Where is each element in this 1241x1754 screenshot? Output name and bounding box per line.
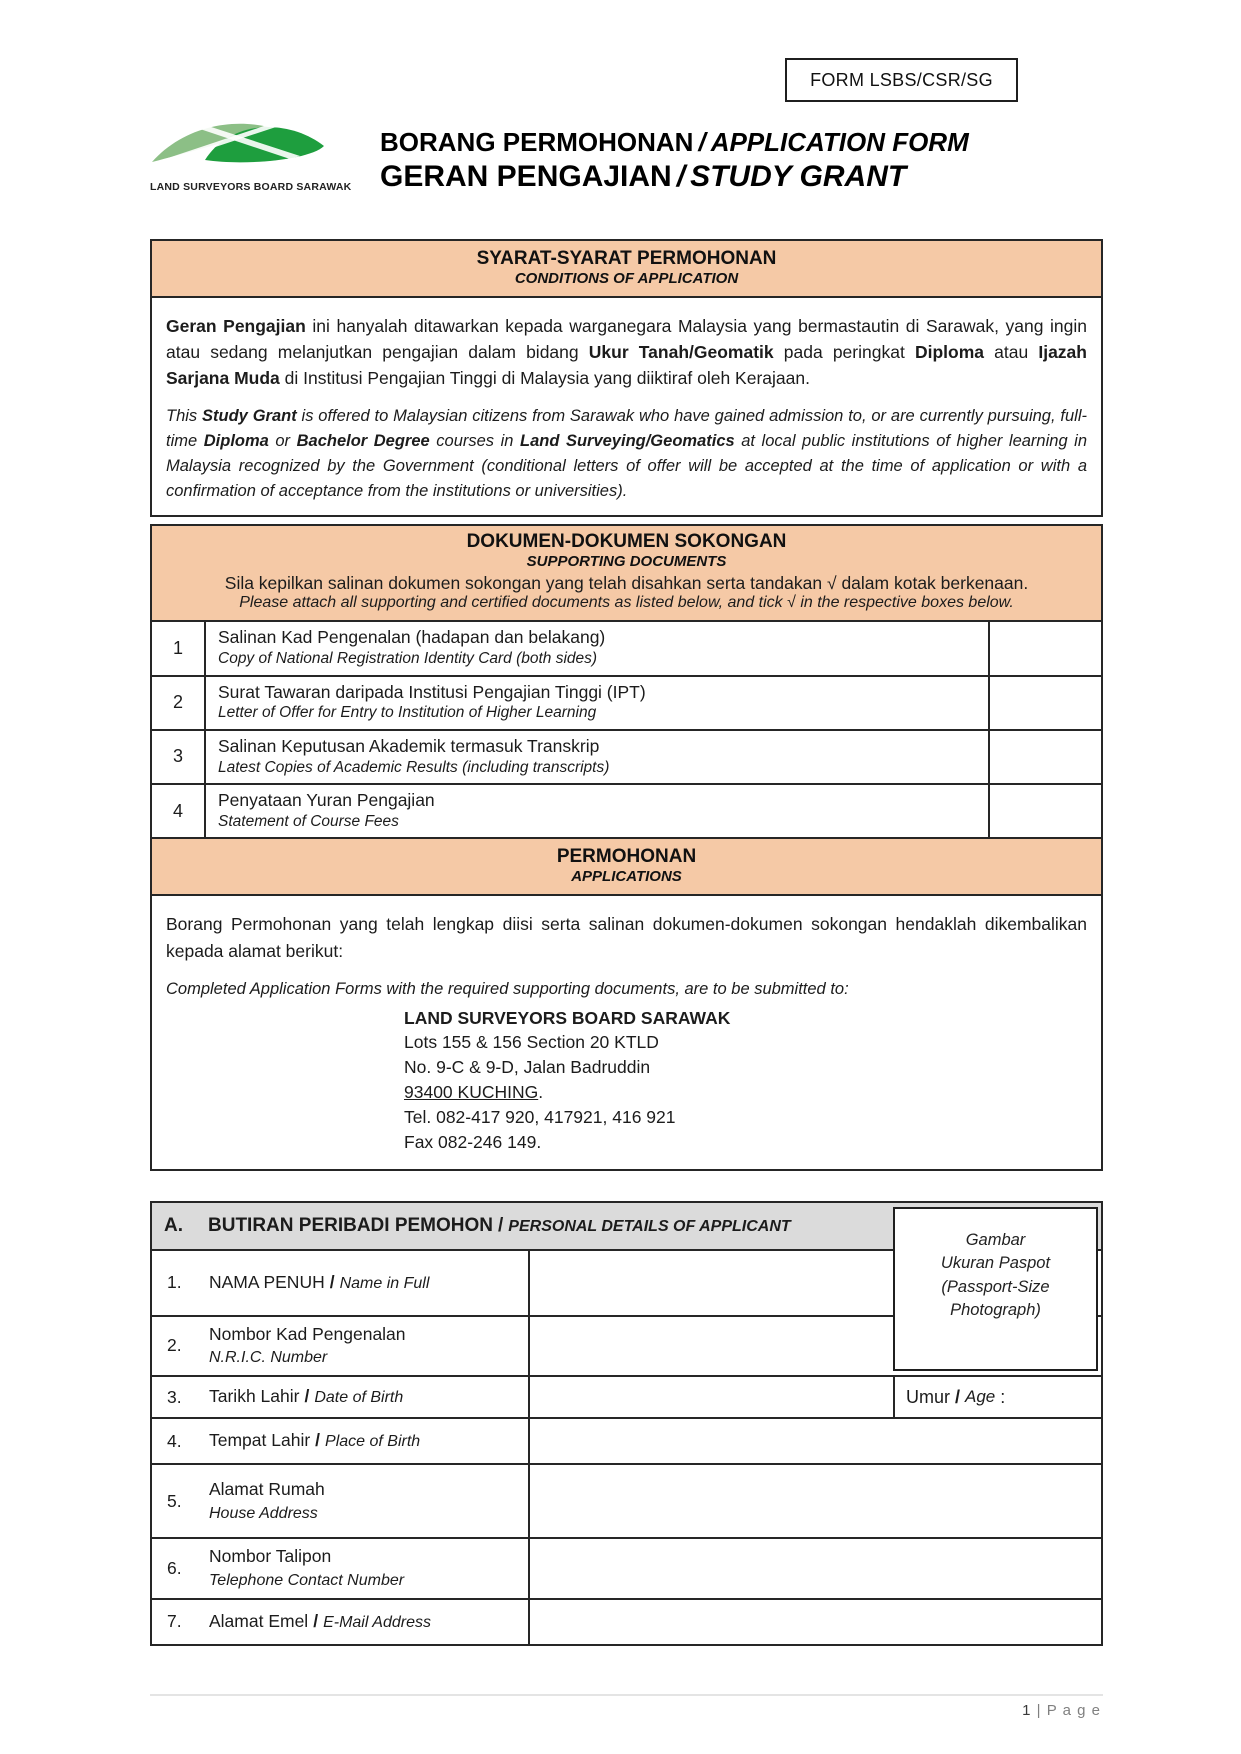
field-label-text: Alamat Emel / E-Mail Address (209, 1610, 431, 1631)
lsbs-logo-caption: LAND SURVEYORS BOARD SARAWAK (150, 181, 352, 193)
doc-desc-en: Latest Copies of Academic Results (including transcripts) (218, 758, 610, 776)
field-number: 3. (167, 1386, 182, 1407)
field-label (152, 1419, 530, 1463)
field-input-email[interactable] (530, 1600, 1101, 1644)
field-label (152, 1539, 530, 1598)
field-label-text: Tempat Lahir / Place of Birth (209, 1430, 421, 1451)
field-row-house-address (152, 1463, 1101, 1537)
applications-body (152, 894, 1101, 1168)
supporting-docs-section (150, 524, 1103, 1170)
address-line-2: No. 9-C & 9-D, Jalan Badruddin (404, 1057, 651, 1078)
field-input-telephone[interactable] (530, 1539, 1101, 1598)
field-number: 4. (167, 1430, 182, 1451)
applications-header-my: PERMOHONAN (556, 846, 697, 868)
doc-desc-my: Penyataan Yuran Pengajian (218, 790, 435, 810)
field-label-text: Nombor Talipon Telephone Contact Number (209, 1546, 405, 1589)
footer-rule (150, 1694, 1103, 1696)
doc-description (206, 622, 988, 674)
photo-box-label-line2: Ukuran Paspot (940, 1254, 1051, 1273)
applications-header (152, 837, 1101, 894)
supporting-note-my: Sila kepilkan salinan dokumen sokongan yang telah disahkan serta tandakan √ dalam kotak berkenaan. (224, 573, 1029, 594)
doc-number: 4 (152, 785, 206, 837)
field-input-house-address[interactable] (530, 1465, 1101, 1537)
address-line-1: Lots 155 & 156 Section 20 KTLD (404, 1032, 659, 1053)
photo-box-label-line3: (Passport-Size (941, 1277, 1050, 1296)
age-label-my: Umur (906, 1386, 950, 1407)
section-a-title: BUTIRAN PERIBADI PEMOHON / PERSONAL DETAILS OF APPLICANT (208, 1214, 791, 1236)
doc-desc-my: Salinan Kad Pengenalan (hadapan dan belakang) (218, 627, 606, 648)
doc-number: 3 (152, 731, 206, 783)
field-number: 2. (167, 1335, 182, 1356)
doc-description (206, 677, 988, 729)
address-fax: Fax 082-246 149. (404, 1131, 542, 1152)
form-header (150, 0, 1103, 195)
field-input-pob[interactable] (530, 1419, 1101, 1463)
conditions-paragraph-my: Geran Pengajian ini hanyalah ditawarkan kepada warganegara Malaysia yang bermastautin di Sarawak, yang ingin atau sedang melanjutkan pengajian dalam bidang Ukur Tanah/Geomatik pada peringkat Diploma atau Ijazah Sarjana Muda di Institusi Pengajian Tinggi di Malaysia yang diiktiraf oleh Kerajaan. (166, 315, 1087, 388)
page-number: 1 | P a g e (1022, 1702, 1101, 1719)
field-row-email (152, 1598, 1101, 1644)
doc-row-3 (152, 729, 1101, 783)
conditions-header (152, 241, 1101, 298)
field-label (152, 1317, 530, 1376)
doc-row-1 (152, 620, 1101, 674)
applications-paragraph-my: Borang Permohonan yang telah lengkap diisi serta salinan dokumen-dokumen sokongan hendaklah dikembalikan kepada alamat berikut: (166, 914, 1087, 961)
field-label-text: Tarikh Lahir / Date of Birth (209, 1386, 404, 1407)
photo-box-label-line4: Photograph) (950, 1300, 1041, 1319)
section-a-letter: A. (164, 1214, 183, 1236)
address-tel: Tel. 082-417 920, 417921, 416 921 (404, 1106, 676, 1127)
doc-desc-en: Letter of Offer for Entry to Institution of Higher Learning (218, 704, 597, 722)
age-label-en: Age (965, 1387, 996, 1407)
tick-box-2[interactable] (988, 677, 1101, 729)
tick-box-1[interactable] (988, 622, 1101, 674)
doc-desc-en: Copy of National Registration Identity Card (both sides) (218, 650, 598, 668)
doc-desc-my: Salinan Keputusan Akademik termasuk Transkrip (218, 735, 600, 756)
field-number: 1. (167, 1272, 182, 1293)
form-code-label: FORM LSBS/CSR/SG (810, 69, 993, 90)
submission-address (404, 1006, 1087, 1155)
supporting-docs-header (152, 526, 1101, 620)
doc-description (206, 731, 988, 783)
passport-photo-box[interactable] (893, 1207, 1098, 1371)
lsbs-logo (150, 112, 352, 193)
applications-header-en: APPLICATIONS (571, 868, 682, 886)
doc-row-2 (152, 675, 1101, 729)
field-label (152, 1465, 530, 1537)
field-label-text: Alamat Rumah House Address (209, 1478, 325, 1522)
conditions-header-en: CONDITIONS OF APPLICATION (514, 269, 739, 287)
field-label (152, 1377, 530, 1417)
field-number: 5. (167, 1490, 182, 1511)
doc-desc-en: Statement of Course Fees (218, 812, 399, 830)
address-city-line: 93400 KUCHING. (404, 1082, 544, 1103)
lsbs-logo-icon (150, 112, 328, 174)
field-label-text: NAMA PENUH / Name in Full (209, 1271, 430, 1292)
field-row-telephone (152, 1537, 1101, 1598)
doc-number: 1 (152, 622, 206, 674)
supporting-header-en: SUPPORTING DOCUMENTS (526, 553, 727, 571)
field-label (152, 1600, 530, 1644)
field-input-dob[interactable] (530, 1377, 1101, 1417)
tick-box-4[interactable] (988, 785, 1101, 837)
doc-row-4 (152, 783, 1101, 837)
conditions-paragraph-en: This Study Grant is offered to Malaysian citizens from Sarawak who have gained admission to, or are currently pursuing, full-time Diploma or Bachelor Degree courses in Land Surveying/Geomatics at local public institutions of higher learning in Malaysia recognized by the Government (conditional letters of offer will be accepted at the time of application or with a confirmation of acceptance from the institutions or universities). (166, 407, 1088, 500)
supporting-note-en: Please attach all supporting and certified documents as listed below, and tick √ in the respective boxes below. (239, 594, 1014, 612)
form-title-line1: BORANG PERMOHONAN / APPLICATION FORM (380, 127, 969, 157)
address-org-name: LAND SURVEYORS BOARD SARAWAK (404, 1007, 731, 1028)
form-title (380, 112, 969, 195)
doc-desc-my: Surat Tawaran daripada Institusi Pengajian Tinggi (IPT) (218, 681, 646, 702)
field-number: 6. (167, 1557, 182, 1578)
field-row-dob (152, 1375, 1101, 1417)
doc-description (206, 785, 988, 837)
conditions-section (150, 239, 1103, 518)
conditions-body (152, 298, 1101, 516)
age-colon: : (1000, 1386, 1006, 1407)
field-label-text: Nombor Kad Pengenalan N.R.I.C. Number (209, 1323, 406, 1367)
supporting-header-my: DOKUMEN-DOKUMEN SOKONGAN (466, 531, 787, 553)
applications-paragraph-en: Completed Application Forms with the required supporting documents, are to be submitted to: (166, 979, 849, 998)
doc-number: 2 (152, 677, 206, 729)
photo-box-label-line1: Gambar (965, 1231, 1026, 1250)
conditions-header-my: SYARAT-SYARAT PERMOHONAN (476, 247, 777, 269)
field-label (152, 1251, 530, 1315)
field-input-age[interactable]: Umur / Age : (893, 1377, 1101, 1417)
form-title-line2: GERAN PENGAJIAN / STUDY GRANT (380, 159, 907, 193)
field-number: 7. (167, 1611, 182, 1632)
tick-box-3[interactable] (988, 731, 1101, 783)
section-a-personal-details (150, 1201, 1103, 1646)
field-row-pob (152, 1417, 1101, 1463)
